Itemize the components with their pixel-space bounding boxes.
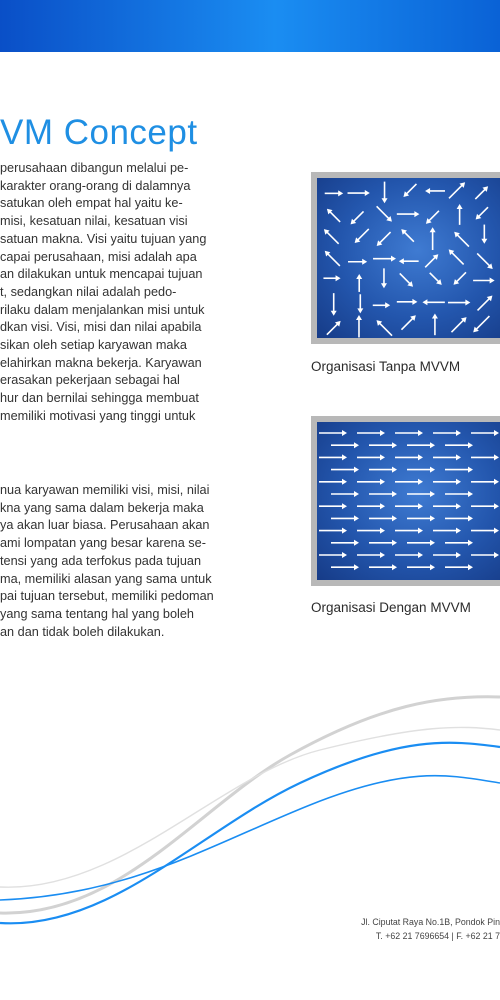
arrow-random <box>425 188 445 194</box>
arrow-aligned <box>407 467 435 473</box>
arrow-aligned <box>433 454 461 460</box>
body-paragraph-1 <box>0 160 268 426</box>
paragraph-line: memiliki motivasi yang tinggi untuk <box>0 408 196 423</box>
arrow-random <box>473 205 490 222</box>
footer-phone-fax: T. +62 21 7696654 | F. +62 21 7 <box>375 931 500 941</box>
wave-line-blue-1 <box>0 743 500 924</box>
arrow-random <box>348 209 365 226</box>
paragraph-line: satuan makna. Visi yaitu tujuan yang <box>0 231 207 246</box>
wave-line-grey-2 <box>0 727 500 887</box>
arrow-aligned <box>395 479 423 485</box>
arrow-aligned <box>331 564 359 570</box>
arrow-random <box>356 315 362 337</box>
arrow-aligned <box>433 552 461 558</box>
arrow-random <box>331 293 337 316</box>
paragraph-line: karakter orang-orang di dalamnya <box>0 178 191 193</box>
arrow-aligned <box>445 515 473 521</box>
figure-caption-1: Organisasi Tanpa MVVM <box>311 359 461 374</box>
arrow-random <box>373 256 396 262</box>
paragraph-line: hur dan bernilai sehingga membuat <box>0 391 199 406</box>
decorative-waves <box>0 655 500 935</box>
arrow-aligned <box>407 491 435 497</box>
arrow-aligned <box>331 467 359 473</box>
arrow-aligned <box>369 515 397 521</box>
paragraph-line: misi, kesatuan nilai, kesatuan visi <box>0 214 188 229</box>
arrow-aligned <box>407 540 435 546</box>
figure-caption-2: Organisasi Dengan MVVM <box>311 600 471 615</box>
arrow-random <box>424 209 441 226</box>
arrow-aligned <box>395 430 423 436</box>
paragraph-line: capai perusahaan, misi adalah apa <box>0 249 197 264</box>
arrow-aligned <box>445 467 473 473</box>
paragraph-line: yang sama tentang hal yang boleh <box>0 606 194 621</box>
paragraph-line: erasakan pekerjaan sebagai hal <box>0 373 180 388</box>
arrow-random <box>348 190 370 196</box>
arrow-random <box>323 249 342 268</box>
arrow-aligned <box>395 503 423 509</box>
arrow-random <box>428 271 444 287</box>
arrow-random <box>322 227 341 246</box>
arrow-aligned <box>369 467 397 473</box>
arrow-random <box>457 204 463 225</box>
arrow-random <box>471 314 491 334</box>
arrow-random <box>373 302 390 308</box>
arrow-random <box>432 314 438 336</box>
arrow-aligned <box>319 430 347 436</box>
arrow-aligned <box>357 430 385 436</box>
arrow-aligned <box>471 528 499 534</box>
arrow-random <box>449 315 468 334</box>
arrow-aligned <box>433 528 461 534</box>
paragraph-line: dkan visi. Visi, misi dan nilai apabila <box>0 320 202 335</box>
arrow-aligned <box>331 442 359 448</box>
paragraph-line: perusahaan dibangun melalui pe- <box>0 161 189 175</box>
arrow-aligned <box>445 540 473 546</box>
arrow-random <box>430 227 436 250</box>
arrow-random <box>423 252 440 269</box>
footer-address: Jl. Ciputat Raya No.1B, Pondok Pin <box>361 917 500 927</box>
random-arrows-illustration <box>317 178 500 338</box>
header-bar <box>0 0 500 52</box>
aligned-arrows-illustration <box>317 422 500 580</box>
arrow-aligned <box>445 442 473 448</box>
paragraph-line: pai tujuan tersebut, memiliki pedoman <box>0 589 214 604</box>
arrow-random <box>399 258 419 264</box>
arrow-aligned <box>357 479 385 485</box>
arrow-random <box>475 293 494 312</box>
arrow-aligned <box>319 528 347 534</box>
arrow-random <box>397 299 418 305</box>
arrow-random <box>399 227 416 244</box>
arrow-aligned <box>433 479 461 485</box>
arrow-aligned <box>471 479 499 485</box>
wave-line-blue-2 <box>0 776 500 900</box>
arrow-aligned <box>471 552 499 558</box>
arrow-aligned <box>395 454 423 460</box>
arrow-random <box>401 182 418 199</box>
arrow-random <box>375 230 393 248</box>
paragraph-line: an dilakukan untuk mencapai tujuan <box>0 267 203 282</box>
footer-contact <box>361 915 500 943</box>
paragraph-line: an dan tidak boleh dilakukan. <box>0 624 165 639</box>
arrow-aligned <box>369 564 397 570</box>
arrow-random <box>447 247 466 266</box>
arrow-random <box>473 184 490 201</box>
arrow-aligned <box>433 430 461 436</box>
arrow-aligned <box>319 454 347 460</box>
arrow-random <box>357 294 363 313</box>
arrow-random <box>447 180 467 200</box>
arrow-aligned <box>407 564 435 570</box>
paragraph-line: elahirkan makna bekerja. Karyawan <box>0 355 202 370</box>
figure-aligned-arrows <box>311 416 500 586</box>
paragraph-line: rilaku dalam menjalankan misi untuk <box>0 302 205 317</box>
arrow-random <box>323 275 340 281</box>
paragraph-line: tensi yang ada terfokus pada tujuan <box>0 553 202 568</box>
arrow-random <box>382 182 388 204</box>
arrow-aligned <box>369 491 397 497</box>
arrow-aligned <box>445 564 473 570</box>
arrow-aligned <box>471 503 499 509</box>
page-title: VM Concept <box>0 113 198 152</box>
arrow-aligned <box>331 491 359 497</box>
arrow-random <box>448 300 470 306</box>
arrow-aligned <box>357 503 385 509</box>
paragraph-line: satukan oleh empat hal yaitu ke- <box>0 196 183 211</box>
arrow-random <box>422 299 444 305</box>
arrow-random <box>399 313 418 332</box>
arrow-aligned <box>357 528 385 534</box>
arrow-aligned <box>433 503 461 509</box>
arrow-random <box>374 318 394 338</box>
arrow-random <box>481 225 487 244</box>
arrow-random <box>348 259 367 265</box>
arrow-aligned <box>331 540 359 546</box>
arrow-aligned <box>331 515 359 521</box>
arrow-random <box>325 207 342 224</box>
arrow-aligned <box>471 454 499 460</box>
arrow-aligned <box>357 454 385 460</box>
arrow-aligned <box>369 442 397 448</box>
arrow-aligned <box>319 552 347 558</box>
arrow-aligned <box>471 430 499 436</box>
arrow-aligned <box>445 491 473 497</box>
arrow-random <box>475 251 495 271</box>
arrow-aligned <box>369 540 397 546</box>
paragraph-line: sikan oleh setiap karyawan maka <box>0 338 187 353</box>
paragraph-line: t, sedangkan nilai adalah pedo- <box>0 284 177 299</box>
arrow-random <box>397 211 420 217</box>
arrow-aligned <box>407 442 435 448</box>
arrow-random <box>473 277 495 283</box>
body-paragraph-2 <box>0 482 268 641</box>
arrow-random <box>398 271 416 289</box>
arrow-random <box>451 270 468 287</box>
arrow-aligned <box>319 479 347 485</box>
arrow-random <box>353 227 371 245</box>
paragraph-line: ma, memiliki alasan yang sama untuk <box>0 571 212 586</box>
arrow-random <box>381 268 387 288</box>
paragraph-line: ami lompatan yang besar karena se- <box>0 536 206 551</box>
arrow-aligned <box>319 503 347 509</box>
arrow-random <box>356 274 362 292</box>
arrow-random <box>325 190 343 196</box>
paragraph-line: nua karyawan memiliki visi, misi, nilai <box>0 483 210 497</box>
arrow-aligned <box>395 528 423 534</box>
arrow-aligned <box>357 552 385 558</box>
paragraph-line: ya akan luar biasa. Perusahaan akan <box>0 518 210 533</box>
figure-random-arrows <box>311 172 500 344</box>
arrow-aligned <box>395 552 423 558</box>
arrow-random <box>375 204 395 224</box>
arrow-random <box>452 230 471 249</box>
arrow-random <box>325 319 343 337</box>
arrow-aligned <box>407 515 435 521</box>
paragraph-line: kna yang sama dalam bekerja maka <box>0 500 204 515</box>
